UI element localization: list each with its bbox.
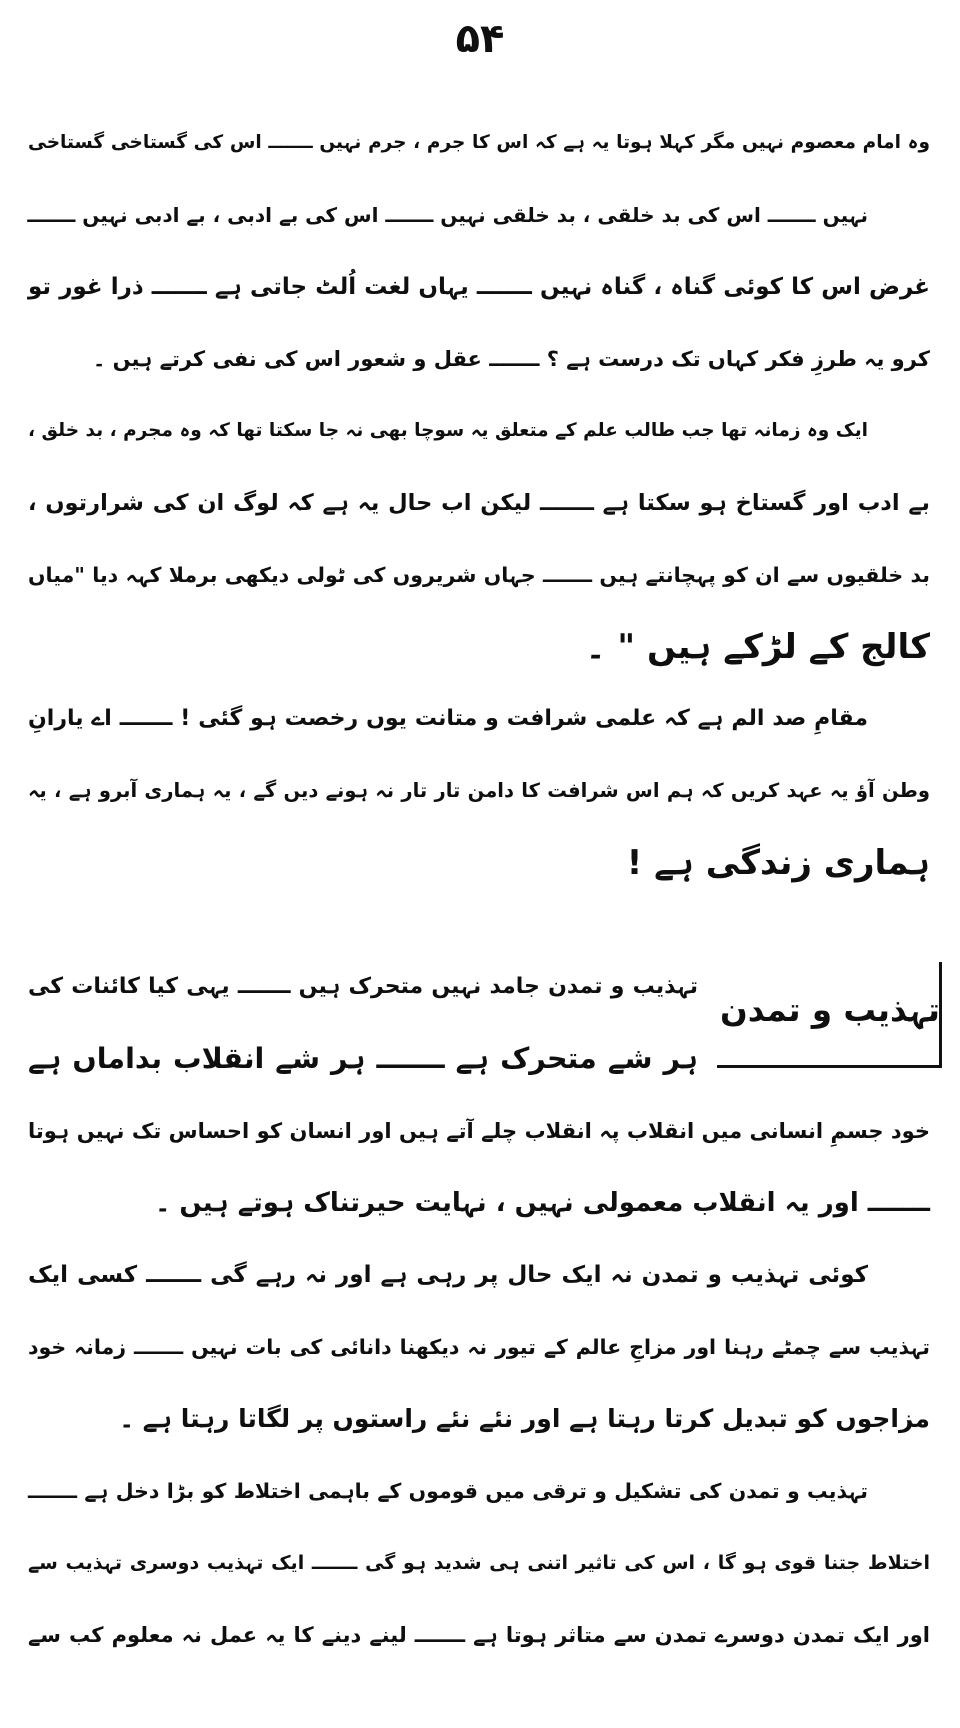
text-line-10: وطن آؤ یہ عہد کریں کہ ہم اس شرافت کا دامن تار تار نہ ہونے دیں گے ، یہ ہماری آبرو ہے ، یہ [28,779,930,802]
text-line-6: بے ادب اور گستاخ ہو سکتا ہے ـــــــ لیکن اب حال یہ ہے کہ لوگ ان کی شرارتوں ، [28,490,930,516]
text-line-20: اختلاط جتنا قوی ہو گا ، اس کی تاثیر اتنی ہی شدید ہو گی ـــــــ ایک تہذیب دوسری تہذیب سے [28,1552,930,1574]
text-line-3: غرض اس کا کوئی گناہ ، گناہ نہیں ـــــــ یہاں لغت اُلٹ جاتی ہے ـــــــ ذرا غور تو [28,274,930,300]
section-heading: تہذیب و تمدن [720,991,940,1029]
text-line-12: تہذیب و تمدن جامد نہیں متحرک ہیں ـــــــ یہی کیا کائنات کی [28,974,698,999]
text-line-21: اور ایک تمدن دوسرے تمدن سے متاثر ہوتا ہے ـــــــ لینے دینے کا یہ عمل نہ معلوم کب سے [28,1623,930,1647]
text-line-19: تہذیب و تمدن کی تشکیل و ترقی میں قوموں کے باہمی اختلاط کو بڑا دخل ہے ـــــــ [28,1479,868,1503]
page-number: ۵۴ [455,16,505,62]
text-line-5: ایک وہ زمانہ تھا جب طالب علم کے متعلق یہ سوچا بھی نہ جا سکتا تھا کہ وہ مجرم ، بد خلق ، [28,420,868,441]
text-line-11: ہماری زندگی ہے ! [626,843,930,883]
text-line-2: نہیں ـــــــ اس کی بد خلقی ، بد خلقی نہیں ـــــــ اس کی بے ادبی ، بے ادبی نہیں ـــــــ [27,203,868,227]
text-line-4: کرو یہ طرزِ فکر کہاں تک درست ہے ؟ ـــــــ عقل و شعور اس کی نفی کرتے ہیں ۔ [92,347,930,371]
text-line-7: بد خلقیوں سے ان کو پہچانتے ہیں ـــــــ جہاں شریروں کی ٹولی دیکھی برملا کہہ دیا "میاں [28,563,930,587]
text-line-18: مزاجوں کو تبدیل کرتا رہتا ہے اور نئے نئے راستوں پر لگاتا رہتا ہے ۔ [119,1404,930,1433]
text-line-16: کوئی تہذیب و تمدن نہ ایک حال پر رہی ہے اور نہ رہے گی ـــــــ کسی ایک [28,1262,868,1288]
text-line-14: خود جسمِ انسانی میں انقلاب پہ انقلاب چلے آتے ہیں اور انسان کو احساس تک نہیں ہوتا [28,1119,930,1143]
text-line-17: تہذیب سے چمٹے رہنا اور مزاجِ عالم کے تیور نہ دیکھنا دانائی کی بات نہیں ـــــــ زمانہ خود [28,1335,930,1359]
text-line-1: وہ امام معصوم نہیں مگر کہلا ہوتا یہ ہے کہ اس کا جرم ، جرم نہیں ـــــــ اس کی گستاخی گستاخی [28,132,930,153]
text-line-8: کالج کے لڑکے ہیں " ۔ [585,627,930,667]
text-line-15: ـــــــ اور یہ انقلاب معمولی نہیں ، نہایت حیرتناک ہوتے ہیں ۔ [155,1188,930,1218]
text-line-13: ہر شے متحرک ہے ـــــــ ہر شے انقلاب بداماں ہے [28,1042,698,1075]
text-line-9: مقامِ صد الم ہے کہ علمی شرافت و متانت یوں رخصت ہو گئی ! ـــــــ اے یارانِ [28,706,868,731]
